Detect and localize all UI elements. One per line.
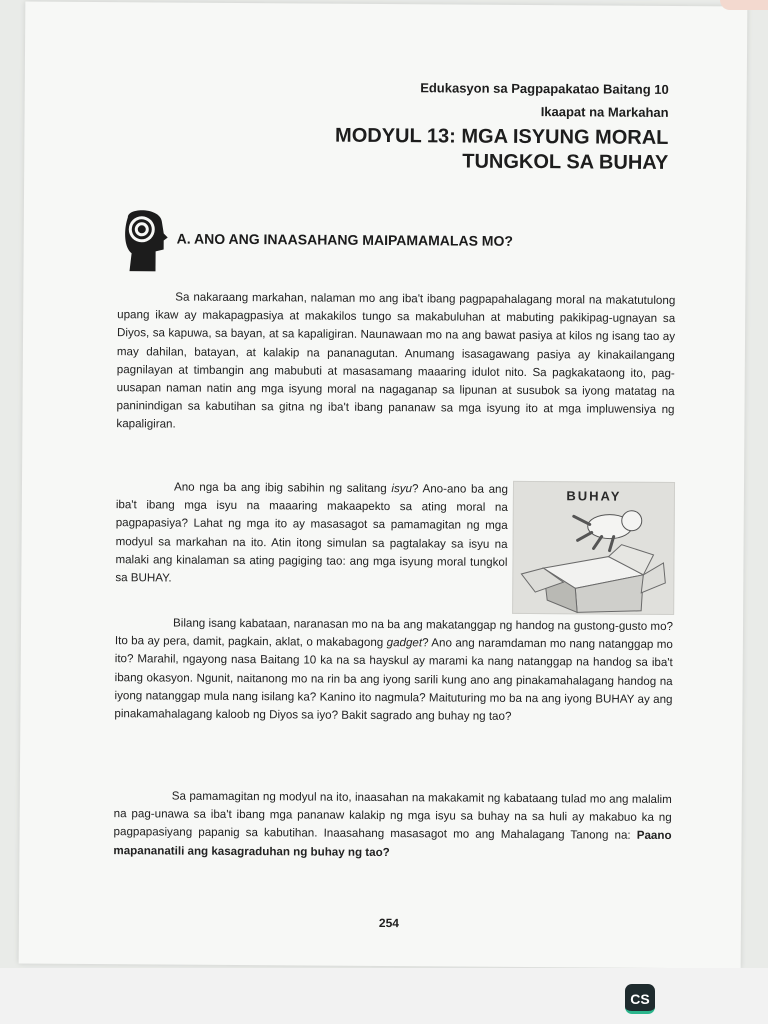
buhay-figure	[512, 481, 675, 615]
page-number: 254	[378, 915, 400, 931]
paragraph-4: Sa pamamagitan ng modyul na ito, inaasahan na makakamit ng kabataang tulad mo ang malalim na pag-unawa sa iba't ibang mga pananaw kalakip ng mga isyu sa buhay na sa huli ay makabuo ka ng pagpapasiyang papanig sa kabutihan. Inaasahang masasagot mo ang Mahalagang Tanong na: Paano mapananatili ang kasagraduhan ng buhay ng tao?	[113, 789, 672, 859]
quarter-header: Ikaapat na Markahan	[540, 104, 669, 120]
figure-label: BUHAY	[566, 488, 622, 504]
section-heading: A. ANO ANG INAASAHANG MAIPAMAMALAS MO?	[176, 230, 514, 249]
paragraph-2: Ano nga ba ang ibig sabihin ng salitang isyu? Ano-ano ba ang iba't ibang mga isyu na maaaring makaapekto sa ating moral na pagpapasiya? Lahat ng mga ito ay masasagot sa pamamagitan ng mga modyul sa markahan na ito. Atin itong simulan sa pagtalakay sa isyu na malaki ang kinalaman sa ating pagiging tao: ang mga isyung moral tungkol sa BUHAY.	[115, 480, 509, 585]
module-title: MODYUL 13: MGA ISYUNG MORAL TUNGKOL SA BUHAY	[335, 124, 669, 174]
paragraph-1: Sa nakaraang markahan, nalaman mo ang iba't ibang pagpapahalagang moral na makatutulong upang ikaw ay makapagpasiya at makakilos tungo sa makabuluhan at mabuting pakikipag-ugnayan sa Diyos, sa kapuwa, sa bayan, at sa kapaligiran. Naunawaan mo na ang bawat pasiya at kilos ng isang tao ay may dahilan, batayan, at kalakip na pananagutan. Anumang isasagawang pasiya ay kinakailangang pagnilayan at timbangin ang mabubuti at masasamang maaaring idulot nito. Sa pagkakataong ito, pag-uusapan naman natin ang mga isyung moral na nagaganap sa lipunan at susubok sa iyong matatag na paninindigan sa kabutihan sa gitna ng iba't ibang pananaw sa mga isyung ito at mga impluwensiya ng kapaligiran.	[116, 290, 676, 431]
camscanner-logo-icon: CS	[625, 984, 655, 1014]
head-target-icon	[119, 207, 167, 271]
subject-header: Edukasyon sa Pagpapakatao Baitang 10	[420, 80, 669, 97]
paragraph-3: Bilang isang kabataan, naranasan mo na ba ang makatanggap ng handog na gustong-gusto mo? Ito ba ay pera, damit, pagkain, aklat, o makabagong gadget? Ano ang naramdaman mo nang natanggap mo ito? Marahil, ngayong nasa Baitang 10 ka na sa hayskul ay marami ka nang natanggap na handog sa iba't ibang okasyon. Ngunit, naitanong mo na rin ba ang iyong sarili kung ano ang pinakamahalagang handog na iyong natanggap mula nang isilang ka? Kanino ito nagmula? Maituturing mo ba na ang iyong BUHAY ay ang pinakamahalagang kaloob ng Diyos sa iyo? Bakit sagrado ang buhay ng tao?	[114, 616, 674, 723]
document-page	[19, 1, 748, 968]
finger-corner	[720, 0, 768, 10]
